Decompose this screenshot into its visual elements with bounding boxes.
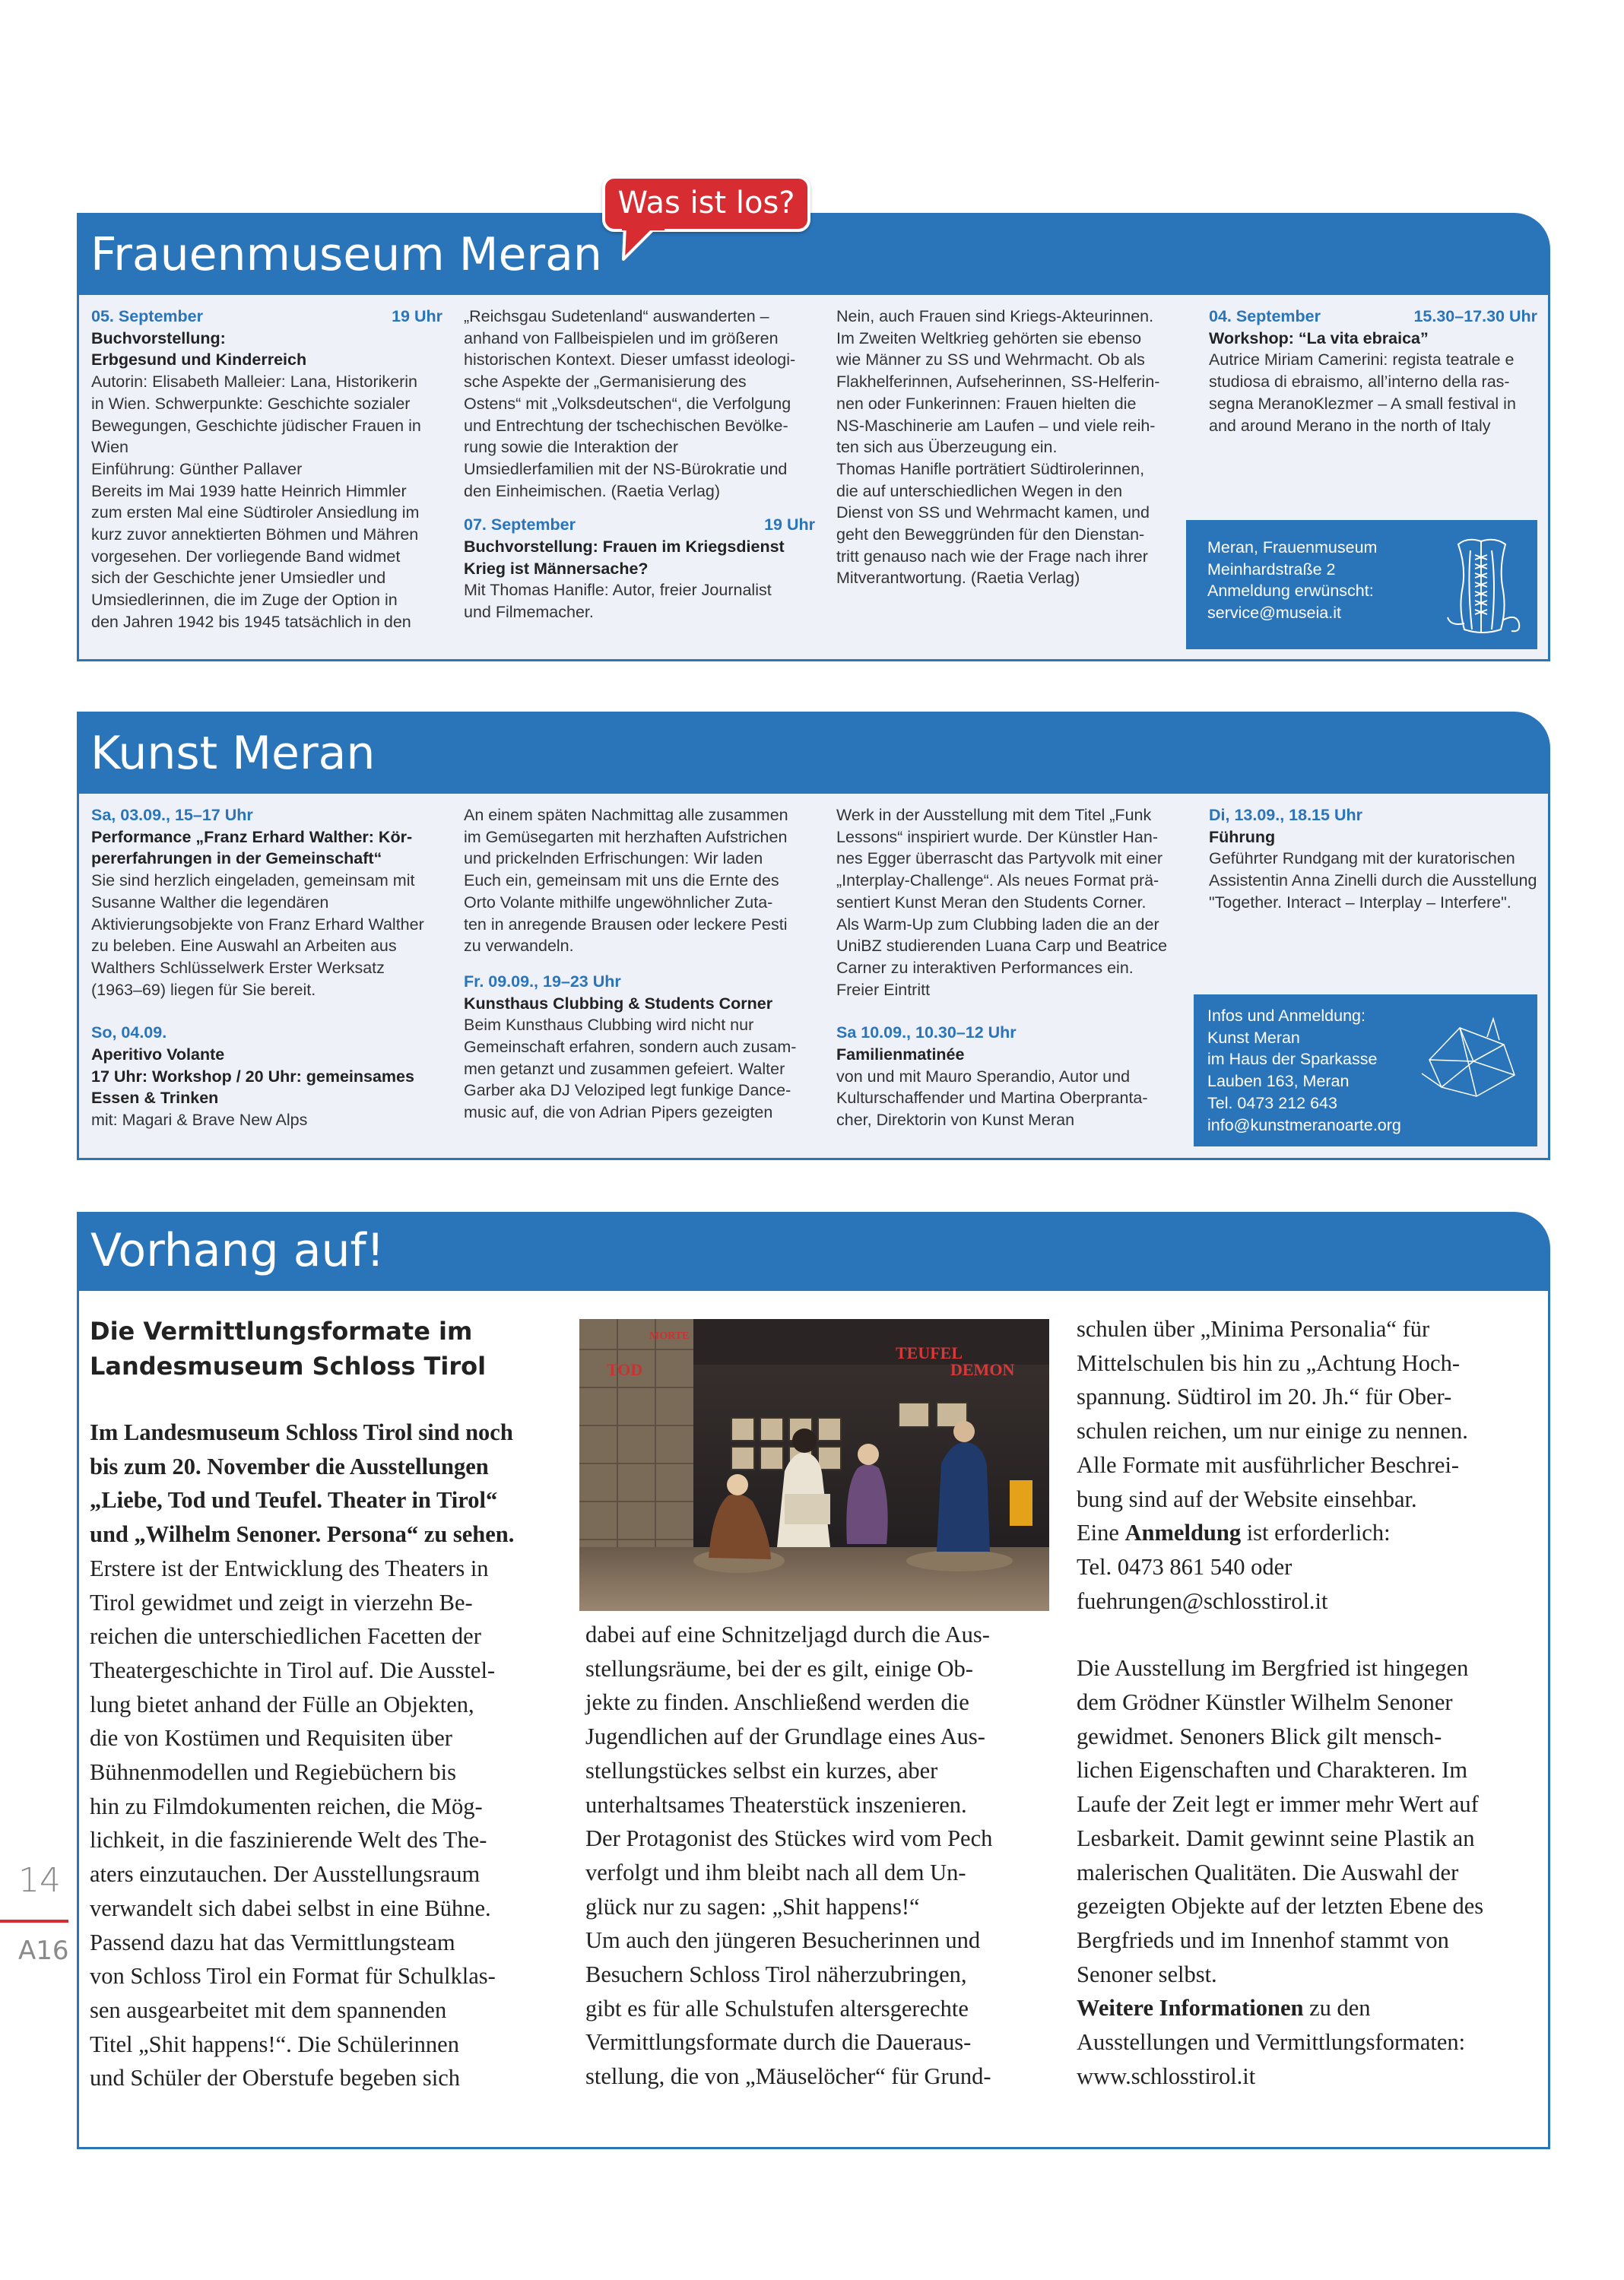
article-column-2 (585, 1618, 992, 2094)
sign-teufel: TEUFEL (896, 1343, 963, 1362)
email-link[interactable]: fuehrungen@schlosstirol.it (1077, 1587, 1328, 1614)
text-line: gibt es für alle Schulstufen altersgerechte (585, 1995, 969, 2022)
text-line: aters einzutauchen. Der Ausstellungsraum (90, 1861, 481, 1888)
text-line: Um auch den jüngeren Besucherinnen und (585, 1927, 981, 1954)
heading-line: Die Vermittlungsformate im (90, 1317, 473, 1346)
event-title: Buchvorstellung: (91, 328, 226, 347)
event-date: Sa 10.09., 10.30–12 Uhr (836, 1023, 1017, 1042)
event-date: Fr. 09.09., 19–23 Uhr (464, 972, 621, 991)
text-line: gezeigten Objekte auf der letzten Ebene des (1077, 1893, 1484, 1920)
event-date: So, 04.09. (91, 1023, 167, 1042)
text-line: malerischen Qualitäten. Die Auswahl der (1077, 1859, 1459, 1885)
page-number: 14 (18, 1861, 61, 1900)
frauen-column-2 (464, 306, 815, 623)
text-line: Freier Eintritt (836, 980, 931, 999)
text-line: sen ausgearbeitet mit dem spannenden (90, 1996, 447, 2023)
text-line: Besuchern Schloss Tirol näherzubringen, (585, 1961, 967, 1988)
section-banner (77, 1212, 1550, 1291)
text-line: Assistentin Anna Zinelli durch die Ausstellung (1209, 871, 1537, 890)
text-line: studiosa di ebraismo, all’interno della ras- (1209, 373, 1510, 392)
text-line: Vermittlungsformate durch die Daueraus- (585, 2029, 972, 2056)
event-time: 15.30–17.30 Uhr (1413, 307, 1537, 325)
text-line: den Jahren 1942 bis 1945 tatsächlich in den (91, 612, 411, 631)
event-dateline (1209, 306, 1537, 328)
section-panel (77, 295, 1550, 661)
text-line: Der Protagonist des Stückes wird vom Pech (585, 1825, 993, 1852)
text-line: gewidmet. Senoners Blick gilt mensch- (1077, 1723, 1442, 1749)
event-title: 17 Uhr: Workshop / 20 Uhr: gemeinsames (91, 1067, 414, 1086)
bold-term: Anmeldung (1124, 1520, 1242, 1546)
text-line: verwandelt sich dabei selbst in eine Bühne. (90, 1895, 491, 1921)
text-line: Umsiedlerfamilien mit der NS-Bürokratie und (464, 459, 788, 478)
text-line: and around Merano in the north of Italy (1209, 416, 1491, 435)
section-banner (77, 213, 1550, 295)
sign-demon: DEMON (950, 1360, 1015, 1379)
text-line: ten sich aus Überzeugung ein. (836, 438, 1058, 457)
event-time: 19 Uhr (392, 307, 442, 325)
info-line: Tel. 0473 212 643 (1207, 1093, 1337, 1112)
lead-line: bis zum 20. November die Ausstellungen (90, 1453, 489, 1479)
text-line: Sie sind herzlich eingeladen, gemeinsam mit (91, 871, 415, 890)
spacer (1077, 1618, 1483, 1651)
text-line: die auf unterschiedlichen Wegen in den (836, 481, 1123, 500)
spacer (91, 1000, 442, 1022)
event-title: Workshop: “La vita ebraica” (1209, 328, 1429, 347)
text-line: reichen die unterschiedlichen Facetten der (90, 1623, 481, 1650)
text-line: Mit Thomas Hanifle: Autor, freier Journalist (464, 581, 772, 600)
article-column-1 (90, 1416, 514, 2095)
text-line: nen oder Funkerinnen: Frauen hielten die (836, 394, 1137, 413)
text-line: Einführung: Günther Pallaver (91, 459, 303, 478)
section-title: Vorhang auf! (90, 1224, 385, 1277)
text-fragment: Eine (1077, 1520, 1125, 1546)
text-line: verfolgt und ihm bleibt nach all dem Un- (585, 1859, 966, 1885)
speech-bubble-tail (622, 226, 668, 262)
text-line: lung bietet anhand der Fülle an Objekten, (90, 1691, 474, 1717)
info-line: Anmeldung erwünscht: (1207, 582, 1374, 601)
text-fragment: ist erforderlich: (1241, 1520, 1391, 1546)
text-line: Als Warm-Up zum Clubbing laden die an der (836, 915, 1159, 934)
text-line: lichkeit, in die faszinierende Welt des The- (90, 1827, 487, 1853)
text-line: Alle Formate mit ausführlicher Beschrei- (1077, 1451, 1460, 1478)
bold-term: Weitere Informationen (1077, 1995, 1304, 2022)
frauen-column-4 (1209, 306, 1537, 436)
text-line: Bewegungen, Geschichte jüdischer Frauen in (91, 416, 421, 435)
text-line: Euch ein, gemeinsam mit uns die Ernte des (464, 871, 779, 890)
text-line: Mitverantwortung. (Raetia Verlag) (836, 569, 1080, 588)
event-title: Buchvorstellung: Frauen im Kriegsdienst (464, 537, 785, 557)
text-line: Autrice Miriam Camerini: regista teatrale e (1209, 350, 1515, 369)
text-line: zu beleben. Eine Auswahl an Arbeiten aus (91, 937, 397, 956)
event-date: Di, 13.09., 18.15 Uhr (1209, 806, 1362, 824)
text-line: stellungsräume, bei der es gilt, einige Ob- (585, 1655, 973, 1682)
text-line: „Reichsgau Sudetenland“ auswanderten – (464, 307, 769, 325)
text-line: im Gemüsegarten mit herzhaften Aufstrichen (464, 827, 788, 846)
text-line: An einem späten Nachmittag alle zusammen (464, 806, 788, 824)
text-line: spannung. Südtirol im 20. Jh.“ für Ober- (1077, 1384, 1452, 1410)
exhibition-photo (579, 1319, 1049, 1611)
text-line: anhand von Fallbeispielen und im größeren (464, 328, 779, 347)
event-title: Kunsthaus Clubbing & Students Corner (464, 994, 773, 1013)
text-line: Walthers Schlüsselwerk Erster Werksatz (91, 958, 385, 977)
event-title: Performance „Franz Erhard Walther: Kör- (91, 827, 413, 846)
website-link[interactable]: www.schlosstirol.it (1077, 2063, 1256, 2089)
text-line: rung sowie die Interaktion der (464, 438, 679, 457)
text-line: UniBZ studierenden Luana Carp und Beatrice (836, 937, 1168, 956)
article-column-3 (1077, 1312, 1483, 2093)
text-line: Carner zu interaktiven Performances ein. (836, 958, 1134, 977)
text-line: (1963–69) liegen für Sie bereit. (91, 980, 316, 999)
text-line: NS-Maschinerie am Laufen – und viele reih- (836, 416, 1156, 435)
text-line: bung sind auf der Website einsehbar. (1077, 1486, 1417, 1512)
event-title: Aperitivo Volante (91, 1045, 225, 1064)
text-line: Aktivierungsobjekte von Franz Erhard Walther (91, 915, 424, 934)
text-line: Bergfrieds und im Innenhof stammt von (1077, 1926, 1449, 1953)
text-line: Umsiedlerinnen, die im Zuge der Option in (91, 591, 398, 610)
spacer (836, 1000, 1188, 1022)
text-line: Tirol gewidmet und zeigt in vierzehn Be- (90, 1589, 473, 1616)
text-line: schulen über „Minima Personalia“ für (1077, 1316, 1430, 1342)
info-line: im Haus der Sparkasse (1207, 1050, 1378, 1069)
section-title: Frauenmuseum Meran (90, 228, 602, 281)
text-line: Thomas Hanifle porträtiert Südtirolerinnen, (836, 459, 1145, 478)
text-line: men getanzt und zusammen gefeiert. Walter (464, 1059, 785, 1078)
text-line: Erstere ist der Entwicklung des Theaters in (90, 1555, 489, 1581)
spacer (464, 957, 815, 971)
text-line: Gemeinschaft erfahren, sondern auch zusam- (464, 1038, 797, 1057)
text-line: Senoner selbst. (1077, 1961, 1217, 1987)
text-line: Passend dazu hat das Vermittlungsteam (90, 1929, 455, 1955)
text-line: unterhaltsames Theaterstück inszenieren. (585, 1791, 967, 1818)
text-line: zum ersten Mal eine Südtiroler Ansiedlung im (91, 503, 420, 522)
text-line: historischen Kontext. Dieser umfasst ideologi- (464, 350, 796, 369)
event-date: 07. September (464, 515, 576, 534)
badge-label: Was ist los? (617, 186, 795, 220)
anmeldung-line (1077, 1516, 1483, 1550)
text-line: sich der Geschichte jener Umsiedler und (91, 569, 386, 588)
article-heading (90, 1314, 486, 1384)
text-line: kurz zuvor annektierten Böhmen und Mähren (91, 525, 419, 544)
section-banner (77, 712, 1550, 794)
text-line: music auf, die von Adrian Pipers gezeigten (464, 1103, 773, 1122)
geometric-shape-icon (1414, 1014, 1528, 1105)
event-date: Sa, 03.09., 15–17 Uhr (91, 806, 253, 824)
event-title: Krieg ist Männersache? (464, 559, 649, 578)
text-line: Wien (91, 438, 128, 457)
text-line: „Interplay-Challenge“. Als neues Format prä- (836, 871, 1159, 890)
page-code: A16 (18, 1936, 69, 1966)
event-date: 05. September (91, 307, 203, 325)
info-line: Meran, Frauenmuseum (1207, 538, 1378, 557)
text-line: Im Zweiten Weltkrieg gehörten sie ebenso (836, 328, 1142, 347)
event-title: Führung (1209, 827, 1276, 846)
frauen-column-1 (91, 306, 442, 633)
event-dateline (464, 514, 815, 536)
text-line: zu verwandeln. (464, 937, 574, 956)
text-line: "Together. Interact – Interplay – Interfere". (1209, 893, 1511, 912)
info-email-link[interactable]: service@museia.it (1207, 604, 1341, 623)
info-line: Infos und Anmeldung: (1207, 1007, 1365, 1025)
was-ist-los-badge (602, 176, 810, 232)
text-line: geht den Beweggründen für den Dienstan- (836, 525, 1145, 544)
event-title: Erbgesund und Kinderreich (91, 350, 307, 369)
info-line: Lauben 163, Meran (1207, 1072, 1350, 1091)
text-line: Bühnenmodellen und Regiebüchern bis (90, 1759, 456, 1786)
text-line: Garber aka DJ Veloziped legt funkige Dance- (464, 1081, 791, 1100)
section-title: Kunst Meran (90, 727, 376, 780)
text-line: Jugendlichen auf der Grundlage eines Aus- (585, 1723, 985, 1750)
event-title: pererfahrungen in der Gemeinschaft“ (91, 849, 382, 868)
text-line: cher, Direktorin von Kunst Meran (836, 1111, 1075, 1130)
text-line: Beim Kunsthaus Clubbing wird nicht nur (464, 1016, 754, 1035)
text-line: und prickelnden Erfrischungen: Wir laden (464, 849, 763, 868)
section-panel (77, 794, 1550, 1160)
kunst-column-3 (836, 804, 1188, 1131)
text-line: Werk in der Ausstellung mit dem Titel „Funk (836, 806, 1152, 824)
kunst-column-2 (464, 804, 815, 1124)
event-time: 19 Uhr (764, 515, 815, 534)
text-line: Ausstellungen und Vermittlungsformaten: (1077, 2029, 1466, 2056)
phone-line: Tel. 0473 861 540 oder (1077, 1553, 1293, 1580)
frauen-column-3 (836, 306, 1188, 589)
text-line: Orto Volante mithilfe ungewöhnlicher Zuta- (464, 893, 773, 912)
section-frauenmuseum (77, 213, 1550, 661)
lead-line: Im Landesmuseum Schloss Tirol sind noch (90, 1419, 513, 1445)
frauen-info-box (1186, 520, 1537, 649)
text-line: Kulturschaffender und Martina Oberpranta- (836, 1089, 1148, 1108)
text-line: Lesbarkeit. Damit gewinnt seine Plastik an (1077, 1825, 1475, 1851)
kunst-column-1 (91, 804, 442, 1131)
event-dateline (91, 306, 442, 328)
text-fragment: zu den (1303, 1995, 1371, 2022)
text-line: dem Grödner Künstler Wilhelm Senoner (1077, 1689, 1453, 1716)
text-line: in Wien. Schwerpunkte: Geschichte sozialer (91, 394, 411, 413)
text-line: sche Aspekte der „Germanisierung des (464, 373, 747, 392)
text-line: und Schüler der Oberstufe begeben sich (90, 2065, 460, 2091)
text-line: hin zu Filmdokumenten reichen, die Mög- (90, 1793, 483, 1819)
lead-line: und „Wilhelm Senoner. Persona“ zu sehen. (90, 1521, 515, 1548)
sign-morte: MORTE (649, 1330, 690, 1342)
event-title: Essen & Trinken (91, 1089, 219, 1108)
info-email-link[interactable]: info@kunstmeranoarte.org (1207, 1115, 1401, 1134)
text-line: jekte zu finden. Anschließend werden die (585, 1689, 969, 1716)
text-line: glück nur zu sagen: „Shit happens!“ (585, 1893, 920, 1920)
text-line: sentiert Kunst Meran den Students Corner. (836, 893, 1147, 912)
page-number-divider (0, 1920, 68, 1923)
text-line: Die Ausstellung im Bergfried ist hingegen (1077, 1655, 1469, 1682)
heading-line: Landesmuseum Schloss Tirol (90, 1352, 487, 1381)
spacer (464, 502, 815, 514)
info-line: Meinhardstraße 2 (1207, 560, 1336, 579)
text-line: von Schloss Tirol ein Format für Schulklas- (90, 1963, 496, 1990)
weitere-line (1077, 1991, 1483, 2025)
text-line: schulen reichen, um nur einige zu nennen. (1077, 1418, 1468, 1444)
text-line: lichen Eigenschaften und Charakteren. Im (1077, 1757, 1468, 1784)
sign-tod: TOD (607, 1360, 643, 1379)
text-line: Geführter Rundgang mit der kuratorischen (1209, 849, 1515, 868)
text-line: Mittelschulen bis hin zu „Achtung Hoch- (1077, 1349, 1460, 1376)
text-line: Bereits im Mai 1939 hatte Heinrich Himmler (91, 481, 407, 500)
text-line: Lessons“ inspiriert wurde. Der Künstler Han- (836, 827, 1158, 846)
text-line: tritt genauso nach wie der Frage nach ihrer (836, 547, 1148, 566)
text-line: von und mit Mauro Sperandio, Autor und (836, 1067, 1131, 1086)
section-kunst-meran (77, 712, 1550, 1160)
text-line: Titel „Shit happens!“. Die Schülerinnen (90, 2031, 459, 2057)
text-line: ten in anregende Brausen oder leckere Pesti (464, 915, 788, 934)
text-line: und Filmemacher. (464, 603, 594, 622)
text-line: Theatergeschichte in Tirol auf. Die Ausstel- (90, 1657, 496, 1683)
info-line: Kunst Meran (1207, 1028, 1300, 1047)
lead-line: „Liebe, Tod und Teufel. Theater in Tirol“ (90, 1487, 498, 1514)
corset-icon (1437, 529, 1528, 643)
kunst-column-4 (1209, 804, 1537, 914)
text-line: die von Kostümen und Requisiten über (90, 1725, 452, 1752)
text-line: und Entrechtung der tschechischen Bevölke- (464, 416, 788, 435)
event-title: Familienmatinée (836, 1045, 965, 1064)
text-line: nes Egger überrascht das Partyvolk mit einer (836, 849, 1163, 868)
text-line: Nein, auch Frauen sind Kriegs-Akteurinnen. (836, 307, 1154, 325)
text-line: dabei auf eine Schnitzeljagd durch die Aus- (585, 1622, 990, 1647)
kunst-info-box (1194, 994, 1537, 1146)
text-line: segna MeranoKlezmer – A small festival in (1209, 394, 1516, 413)
text-line: stellung, die von „Mäuselöcher“ für Grund- (585, 2063, 991, 2090)
text-line: Ostens“ mit „Volksdeutschen“, die Verfolgung (464, 394, 791, 413)
text-line: Laufe der Zeit legt er immer mehr Wert auf (1077, 1791, 1479, 1818)
event-date: 04. September (1209, 307, 1321, 325)
text-line: mit: Magari & Brave New Alps (91, 1111, 308, 1130)
text-line: Flakhelferinnen, Aufseherinnen, SS-Helferin- (836, 373, 1160, 392)
text-line: Susanne Walther die legendären (91, 893, 329, 912)
text-line: Dienst von SS und Wehrmacht kamen, und (836, 503, 1150, 522)
text-line: Autorin: Elisabeth Malleier: Lana, Historikerin (91, 373, 418, 392)
text-line: stellungstückes selbst ein kurzes, aber (585, 1757, 938, 1784)
text-line: vorgesehen. Der vorliegende Band widmet (91, 547, 401, 566)
text-line: wie Männer zu SS und Wehrmacht. Ob als (836, 350, 1145, 369)
text-line: den Einheimischen. (Raetia Verlag) (464, 481, 721, 500)
